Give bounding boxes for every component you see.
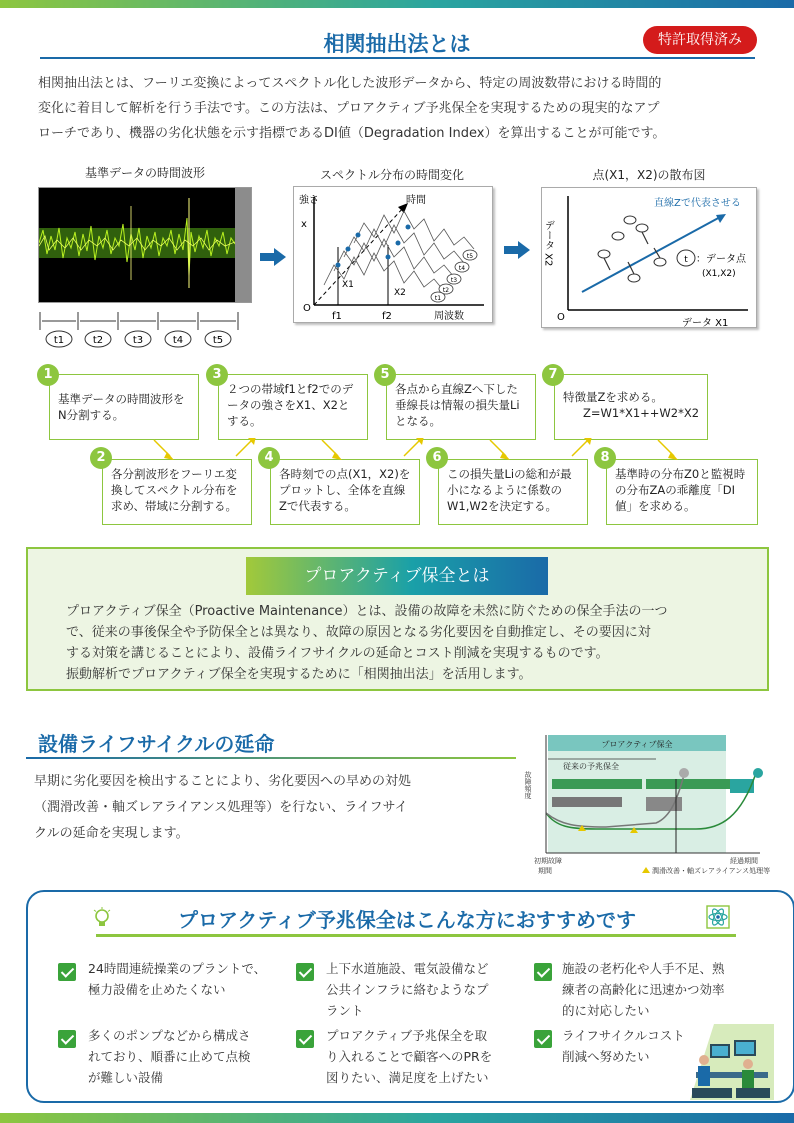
segment-label: t3 <box>132 335 144 346</box>
wear-label: 経過期間 <box>730 857 758 865</box>
t-label: t1 <box>434 295 442 302</box>
step-7-box <box>554 374 708 440</box>
recommend-item-line: 極力設備を止めたくない <box>88 982 226 997</box>
step-1-number: 1 <box>37 364 59 386</box>
legend-coord: (X1,X2) <box>702 269 736 279</box>
check-icon <box>534 1030 552 1048</box>
step-1-text: 基準データの時間波形をN分割する。 <box>58 392 185 422</box>
step-8-text: 基準時の分布Z0と監視時の分布ZAの乖離度「DI値」を求める。 <box>615 467 746 513</box>
recommend-item-line: 24時間連続操業のプラントで、 <box>88 961 267 976</box>
step-flow-arrows <box>150 438 750 462</box>
arrow-right-icon <box>504 241 530 259</box>
fig1-caption: 基準データの時間波形 <box>84 166 205 180</box>
page-title: 相関抽出法とは <box>323 32 471 56</box>
x-axis-label: 周波数 <box>434 311 464 322</box>
step-6-box <box>438 459 588 525</box>
recommend-item-1 <box>88 958 288 1000</box>
check-icon <box>296 1030 314 1048</box>
intro-line: 変化に着目して解析を行う手法です。この方法は、プロアクティブ予兆保全を実現するための現実的なアプ <box>38 101 660 116</box>
t-label: t4 <box>458 265 466 272</box>
segment-label: t5 <box>212 335 224 346</box>
segment-label: t1 <box>53 335 65 346</box>
step-1-box <box>49 374 199 440</box>
y-axis-label: 強さ <box>299 195 319 206</box>
f1-tick: f1 <box>332 311 342 322</box>
step-4-box <box>270 459 420 525</box>
step-3-text: ２つの帯域f1とf2でのデータの強さをX1、X2とする。 <box>227 382 354 428</box>
x1-label: X1 <box>342 280 354 290</box>
recommend-item-line: ライフサイクルコスト <box>562 1028 685 1043</box>
proactive-line: 振動解析でプロアクティブ保全を実現するために「相関抽出法」を活用します。 <box>66 667 532 682</box>
recommend-item-5 <box>326 1025 526 1088</box>
x2-label: X2 <box>394 288 406 298</box>
recommend-item-3 <box>562 958 762 1021</box>
recommend-item-line: ラント <box>326 1003 364 1018</box>
step-4-text: 各時刻での点(X1，X2)をプロットし、全体を直線Zで代表する。 <box>279 467 411 513</box>
check-icon <box>58 963 76 981</box>
segment-brackets <box>38 306 252 350</box>
step-2-number: 2 <box>90 447 112 469</box>
intro-paragraph <box>38 71 758 146</box>
lifecycle-line: クルの延命を実現します。 <box>34 826 189 841</box>
proactive-line: プロアクティブ保全（Proactive Maintenance）とは、設備の故障を未然に防ぐための保全手法の一つ <box>66 604 668 619</box>
recommend-item-line: 施設の老朽化や人手不足、熟 <box>562 961 725 976</box>
step-4-number: 4 <box>258 447 280 469</box>
lifecycle-line: （潤滑改善・軸ズレアライアンス処理等）を行ない、ライフサイ <box>34 800 408 815</box>
early-label-1: 初期故障 <box>534 857 562 865</box>
step-7-formula: Z=W1*X1++W2*X2 <box>583 406 700 420</box>
recommend-title: プロアクティブ予兆保全はこんな方におすすめです <box>178 908 636 932</box>
line-z-label: 直線Zで代表させる <box>654 198 741 209</box>
step-6-number: 6 <box>426 447 448 469</box>
recommend-item-line: れており、順番に止めて点検 <box>88 1049 251 1064</box>
step-5-number: 5 <box>374 364 396 386</box>
arrow-right-icon <box>260 248 286 266</box>
proactive-paragraph <box>66 601 746 685</box>
proactive-line: する対策を講じることにより、設備ライフサイクルの延命とコスト削減を実現するものです。 <box>66 646 609 661</box>
recommend-item-line: 図りたい、満足度を上げたい <box>326 1070 489 1085</box>
measure-note: 潤滑改善・軸ズレアライアンス処理等 <box>652 867 770 875</box>
proactive-line: で、従来の事後保全や予防保全とは異なり、故障の原因となる劣化要因を自動推定し、その要因に対 <box>66 625 651 640</box>
step-3-box <box>218 374 368 440</box>
recommend-item-line: 多くのポンプなどから構成さ <box>88 1028 251 1043</box>
lifecycle-paragraph <box>34 769 504 847</box>
waveform-graphic <box>39 188 235 303</box>
scatter-graphic <box>542 188 758 329</box>
recommend-underline <box>96 934 736 937</box>
title-underline <box>40 57 755 59</box>
check-icon <box>534 963 552 981</box>
fig3-caption: 点(X1，X2)の散布図 <box>592 168 706 182</box>
recommend-item-line: 上下水道施設、電気設備など <box>326 961 489 976</box>
recommend-item-line: 練者の高齢化に迅速かつ効率 <box>562 982 725 997</box>
f2-tick: f2 <box>382 311 392 322</box>
operators-illustration <box>690 1024 774 1100</box>
recommend-item-line: が難しい設備 <box>88 1070 164 1085</box>
lifecycle-title: 設備ライフサイクルの延命 <box>38 732 275 756</box>
lifecycle-underline <box>26 757 516 759</box>
step-7-text: 特徴量Zを求める。 <box>563 390 663 404</box>
atom-icon <box>706 905 730 929</box>
y-axis-label: データ X2 <box>542 220 554 267</box>
step-8-number: 8 <box>594 447 616 469</box>
recommend-item-line: プロアクティブ予兆保全を取 <box>326 1028 488 1043</box>
step-5-text: 各点から直線Zへ下した垂線長は情報の損失量Liとなる。 <box>395 382 520 428</box>
t-label: t5 <box>466 253 474 260</box>
intro-line: ローチであり、機器の劣化状態を示す指標であるDI値（Degradation Index）を算出することが可能です。 <box>38 126 666 141</box>
spectrum-graphic <box>294 187 494 324</box>
step-8-box <box>606 459 758 525</box>
recommend-item-line: 的に対応したい <box>562 1003 650 1018</box>
step-7-number: 7 <box>542 364 564 386</box>
bottom-gradient-bar <box>0 1113 794 1123</box>
x-axis-label: データ X1 <box>682 318 729 329</box>
segment-label: t2 <box>92 335 104 346</box>
recommend-item-line: 削減へ努めたい <box>562 1049 650 1064</box>
conventional-band-label: 従来の予兆保全 <box>563 762 619 771</box>
step-2-text: 各分割波形をフーリエ変換してスペクトル分布を求め、帯域に分割する。 <box>111 467 238 513</box>
recommend-item-4 <box>88 1025 288 1088</box>
legend-text: ：データ点 <box>696 254 746 265</box>
step-5-box <box>386 374 536 440</box>
legend-t: t <box>684 255 688 265</box>
check-icon <box>58 1030 76 1048</box>
patent-badge: 特許取得済み <box>643 26 757 54</box>
recommend-item-line: り入れることで顧客へのPRを <box>326 1049 493 1064</box>
time-axis-label: 時間 <box>406 195 426 206</box>
recommend-item-line: 公共インフラに絡むようなプ <box>326 982 489 997</box>
lightbulb-icon <box>92 907 112 929</box>
check-icon <box>296 963 314 981</box>
scatter-figure <box>541 187 757 328</box>
lifecycle-chart <box>516 717 770 879</box>
step-3-number: 3 <box>206 364 228 386</box>
fig2-caption: スペクトル分布の時間変化 <box>319 168 464 182</box>
recommend-item-2 <box>326 958 526 1021</box>
top-gradient-bar <box>0 0 794 8</box>
proactive-band-label: プロアクティブ保全 <box>601 740 673 749</box>
spectrum-figure <box>293 186 493 323</box>
waveform-image <box>38 187 252 303</box>
lifecycle-line: 早期に劣化要因を検出することにより、劣化要因への早めの対処 <box>34 774 412 789</box>
intro-line: 相関抽出法とは、フーリエ変換によってスペクトル化した波形データから、特定の周波数帯における時間的 <box>38 76 662 91</box>
early-label-2: 期間 <box>538 867 552 875</box>
waveform-scale-strip <box>235 188 251 303</box>
y-variable: x <box>301 219 307 230</box>
chart-ylabel: 故障頻度 <box>524 771 532 799</box>
step-2-box <box>102 459 252 525</box>
t-label: t2 <box>442 287 450 294</box>
proactive-title: プロアクティブ保全とは <box>246 557 548 595</box>
step-6-text: この損失量Liの総和が最小になるように係数のW1,W2を決定する。 <box>447 467 572 513</box>
t-label: t3 <box>450 277 458 284</box>
segment-label: t4 <box>172 335 184 346</box>
origin-label: O <box>557 312 565 323</box>
origin-label: O <box>303 303 311 314</box>
